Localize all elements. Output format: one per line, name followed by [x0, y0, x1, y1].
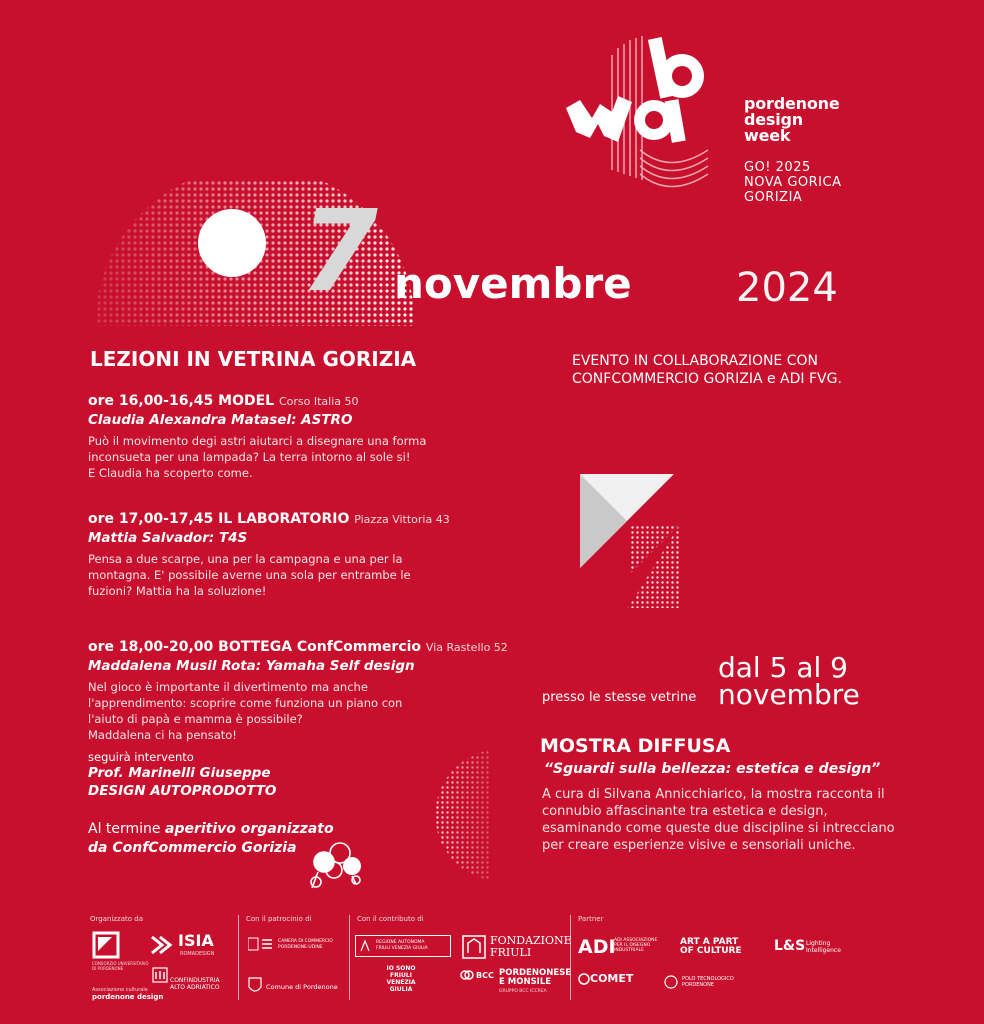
white-circle	[198, 209, 266, 277]
event-address: Via Rastello 52	[425, 641, 508, 654]
collab-line-2: CONFCOMMERCIO GORIZIA e ADI FVG.	[572, 371, 842, 387]
aperitivo-prefix: Al termine	[88, 821, 165, 837]
ls-sub-a: Lighting	[806, 940, 831, 947]
section-title: LEZIONI IN VETRINA GORIZIA	[90, 347, 417, 371]
pdw-logo-icon	[566, 36, 708, 187]
logo-line-3: week	[744, 126, 791, 145]
event-speaker: Mattia Salvador: T4S	[88, 530, 248, 546]
consorzio-logo-icon	[92, 931, 120, 959]
triangle-graphic	[580, 474, 680, 608]
art-a: ART A PART	[680, 937, 739, 947]
io-sono-b: FRIULI	[390, 972, 412, 979]
io-sono-a: IO SONO	[386, 965, 416, 972]
bcc-group: GRUPPO BCC ICCREA	[499, 989, 547, 994]
collaboration-note	[572, 352, 902, 388]
bcc-name-b: E MONSILE	[499, 977, 552, 987]
desc-line: Nel gioco è importante il divertimento ma anche	[88, 680, 368, 694]
event-description	[88, 551, 458, 599]
event-3	[88, 638, 508, 743]
confindustria-a: CONFINDUSTRIA	[170, 977, 220, 984]
fondazione-a: FONDAZIONE	[490, 934, 572, 947]
desc-line: Può il movimento degi astri aiutarci a disegnare una forma	[88, 434, 427, 448]
go-line-3: GORIZIA	[744, 190, 803, 205]
aperitivo-bold-2: da ConfCommercio Gorizia	[88, 840, 297, 856]
logo-line-2: design	[744, 110, 803, 129]
camera-a: CAMERA DI COMMERCIO	[278, 939, 333, 944]
go-line-1: GO! 2025	[744, 160, 811, 175]
art-b: OF CULTURE	[680, 946, 742, 956]
event-1	[88, 392, 458, 481]
logo-wordmark	[744, 96, 839, 144]
desc-line: inconsueta per una lampada? La terra intorno al sole si!	[88, 450, 411, 464]
date-day: 7	[300, 187, 378, 317]
event-address: Corso Italia 50	[278, 395, 359, 408]
consorzio-text: CONSORZIO UNIVERSITARIO DI PORDENONE	[92, 961, 149, 971]
bcc-logo-icon	[460, 969, 474, 981]
divider	[349, 915, 350, 1000]
desc-line: l'aiuto di papà e mamma è possibile?	[88, 712, 303, 726]
event-time-place: ore 17,00-17,45 IL LABORATORIO	[88, 511, 350, 527]
ls-sub-b: Intelligence	[806, 947, 841, 954]
polo-b: PORDENONE	[682, 982, 715, 988]
adi-sub-b: PER IL DISEGNO	[614, 943, 651, 948]
comet-logo-icon	[578, 973, 590, 985]
event-speaker: Maddalena Musil Rota: Yamaha Self design	[88, 658, 415, 674]
event-header	[88, 638, 508, 657]
fondazione-logo-icon	[462, 935, 486, 959]
date-year: 2024	[736, 265, 838, 311]
io-sono-d: GIULIA	[389, 986, 413, 993]
label-patrocinio: Con il patrocinio di	[246, 915, 312, 923]
divider	[570, 915, 571, 1000]
isia-logo-icon	[150, 933, 176, 957]
event-address: Piazza Vittoria 43	[354, 513, 450, 526]
ls-logo: L&S	[774, 938, 806, 954]
follow-topic: DESIGN AUTOPRODOTTO	[88, 783, 277, 799]
exhibition-dates	[718, 651, 860, 711]
go-line-2: NOVA GORICA	[744, 175, 842, 190]
aperitivo-note	[88, 820, 388, 858]
desc-line: l'apprendimento: scoprire come funziona un piano con	[88, 696, 403, 710]
follow-speaker: Prof. Marinelli Giuseppe	[88, 765, 271, 781]
collab-line-1: EVENTO IN COLLABORAZIONE CON	[572, 353, 818, 369]
comune-text: Comune di Pordenone	[266, 983, 338, 991]
desc-line: montagna. E' possibile averne una sola per entrambe le	[88, 568, 411, 582]
fondazione-b: FRIULI	[490, 946, 532, 959]
bcc-text: BCC	[476, 971, 494, 980]
adi-sub	[614, 938, 657, 953]
bcc-name-a: PORDENONESE	[499, 968, 572, 978]
comune-crest-icon	[248, 977, 262, 995]
event-time-place: ore 16,00-16,45 MODEL	[88, 393, 275, 409]
logo-line-1: pordenone	[744, 94, 840, 113]
adi-sub-c: INDUSTRIALE	[614, 948, 644, 953]
isia-sub: ROMADESIGN	[180, 951, 215, 957]
go2025-text	[744, 160, 841, 205]
event-description	[88, 679, 468, 743]
event-header	[88, 392, 458, 411]
regione-a: REGIONE AUTONOMA	[376, 940, 425, 945]
event-description	[88, 433, 458, 481]
adi-sub-a: ADI ASSOCIAZIONE	[614, 938, 658, 943]
confindustria-logo-icon	[152, 967, 168, 983]
camera-b: PORDENONE-UDINE	[278, 945, 323, 950]
label-partner: Partner	[578, 915, 604, 923]
footer-sponsors	[0, 905, 984, 1024]
label-organizzato: Organizzato da	[90, 915, 144, 923]
divider	[238, 915, 239, 1000]
desc-line: E Claudia ha scoperto come.	[88, 466, 253, 480]
label-contributo: Con il contributo di	[357, 915, 424, 923]
follow-label: seguirà intervento	[88, 750, 194, 764]
date-month: novembre	[394, 259, 632, 308]
comet-logo: COMET	[590, 972, 634, 985]
exhibition-title: MOSTRA DIFFUSA	[540, 735, 731, 757]
exhibition-description: A cura di Silvana Annicchiarico, la mostra racconta il connubio affascinante tra estetica e design, esaminando come queste due discipline si intrecciano per creare esperienze visive e sensoriali uniche.	[542, 787, 895, 853]
event-speaker: Claudia Alexandra Matasel: ASTRO	[88, 412, 353, 428]
confindustria-b: ALTO ADRIATICO	[170, 984, 220, 991]
aperitivo-bold-1: aperitivo organizzato	[165, 821, 334, 837]
polo-logo-icon	[664, 975, 678, 989]
dates-line-2: novembre	[718, 678, 860, 711]
presso-text: presso le stesse vetrine	[542, 690, 697, 705]
exhibition-subtitle: “Sguardi sulla bellezza: estetica e design”	[544, 761, 881, 777]
desc-line: fuzioni? Mattia ha la soluzione!	[88, 584, 267, 598]
regione-b: FRIULI VENEZIA GIULIA	[376, 946, 428, 951]
event-2	[88, 510, 458, 599]
isia-logo: ISIA	[178, 931, 214, 950]
event-header	[88, 510, 458, 529]
pn-design-a: Associazione culturale	[92, 987, 148, 993]
dates-line-1: dal 5 al 9	[718, 651, 848, 684]
io-sono-c: VENEZIA	[386, 979, 416, 986]
polo-a: POLO TECNOLOGICO	[682, 976, 734, 982]
desc-line: Maddalena ci ha pensato!	[88, 728, 237, 742]
pn-design-b: pordenone design	[92, 993, 164, 1001]
event-time-place: ore 18,00-20,00 BOTTEGA ConfCommercio	[88, 639, 422, 655]
adi-logo: ADI	[578, 936, 616, 958]
desc-line: Pensa a due scarpe, una per la campagna e una per la	[88, 552, 403, 566]
io-sono-fvg	[384, 965, 418, 993]
follow-up-talk	[88, 750, 448, 800]
